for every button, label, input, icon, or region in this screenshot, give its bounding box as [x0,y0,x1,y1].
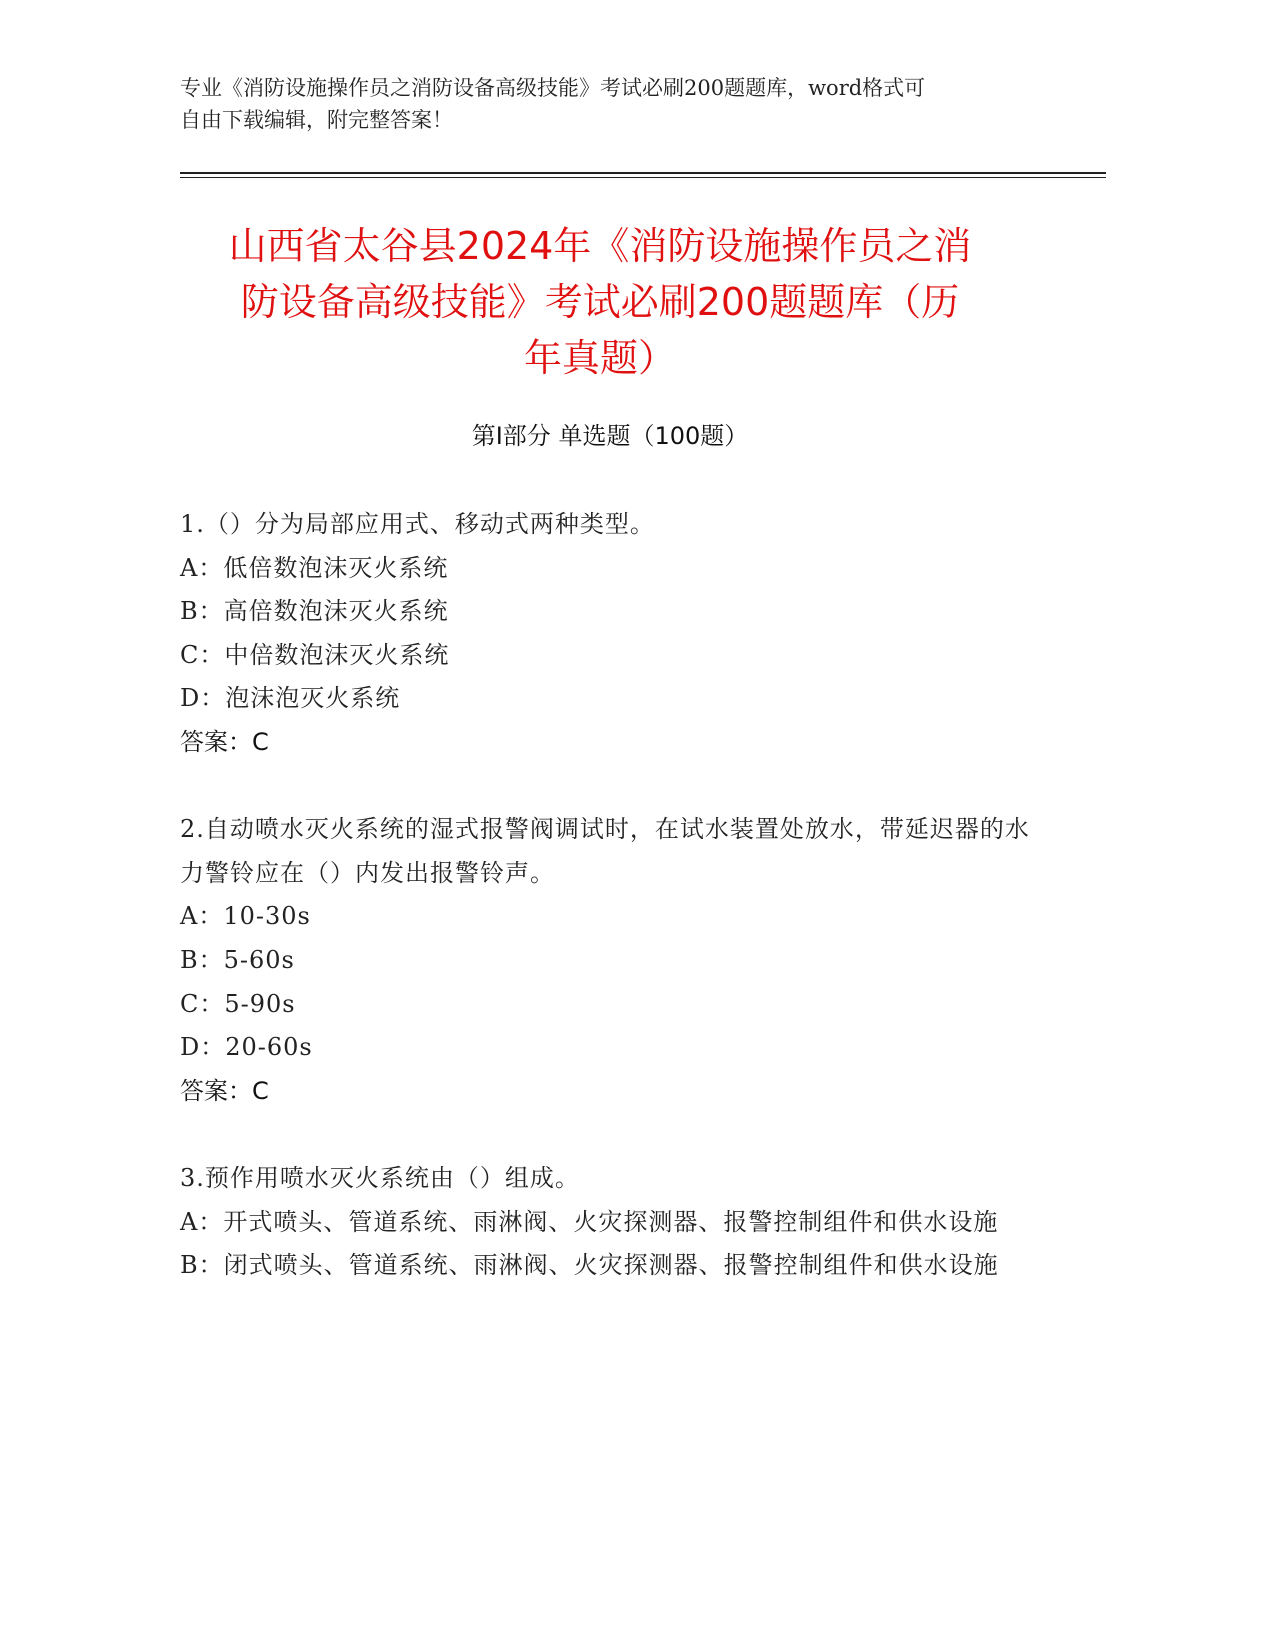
question-stem: 3.预作用喷水灭火系统由（）组成。 [180,1163,580,1192]
title-line-1: 山西省太谷县2024年《消防设施操作员之消 [228,224,972,268]
title-line-3: 年真题） [523,336,676,380]
question-list [180,503,1040,1331]
option-a: A：低倍数泡沫灭火系统 [180,553,449,582]
title-line-2: 防设备高级技能》考试必刷200题题库（历 [240,280,960,324]
question-stem: 1.（）分为局部应用式、移动式两种类型。 [180,510,655,538]
header-divider-thick [180,172,1106,174]
option-b: B：高倍数泡沫灭火系统 [180,597,449,626]
answer-label: 答案：C [180,727,269,756]
answer-label: 答案：C [180,1076,269,1105]
intro-line-2: 自由下载编辑，附完整答案！ [180,108,453,132]
option-c: C：中倍数泡沫灭火系统 [180,640,450,669]
question-item [180,1157,1040,1288]
intro-line-1: 专业《消防设施操作员之消防设备高级技能》考试必刷200题题库，word格式可 [180,76,926,100]
option-b: B：5-60s [180,945,295,974]
option-d: D：20-60s [180,1033,313,1062]
question-item [180,808,1040,1113]
option-a: A：10-30s [180,902,311,931]
option-d: D：泡沫泡灭火系统 [180,684,401,713]
header-divider-thin [180,177,1106,178]
intro-text [180,72,1030,136]
document-title [160,218,1040,386]
option-c: C：5-90s [180,989,296,1018]
question-item [180,503,1040,765]
question-stem: 2.自动喷水灭火系统的湿式报警阀调试时，在试水装置处放水，带延迟器的水力警铃应在（）内发出报警铃声。 [180,815,1030,887]
option-a: A：开式喷头、管道系统、雨淋阀、火灾探测器、报警控制组件和供水设施 [180,1207,999,1236]
option-b: B：闭式喷头、管道系统、雨淋阀、火灾探测器、报警控制组件和供水设施 [180,1251,999,1280]
section-heading: 第I部分 单选题（100题） [471,422,749,450]
